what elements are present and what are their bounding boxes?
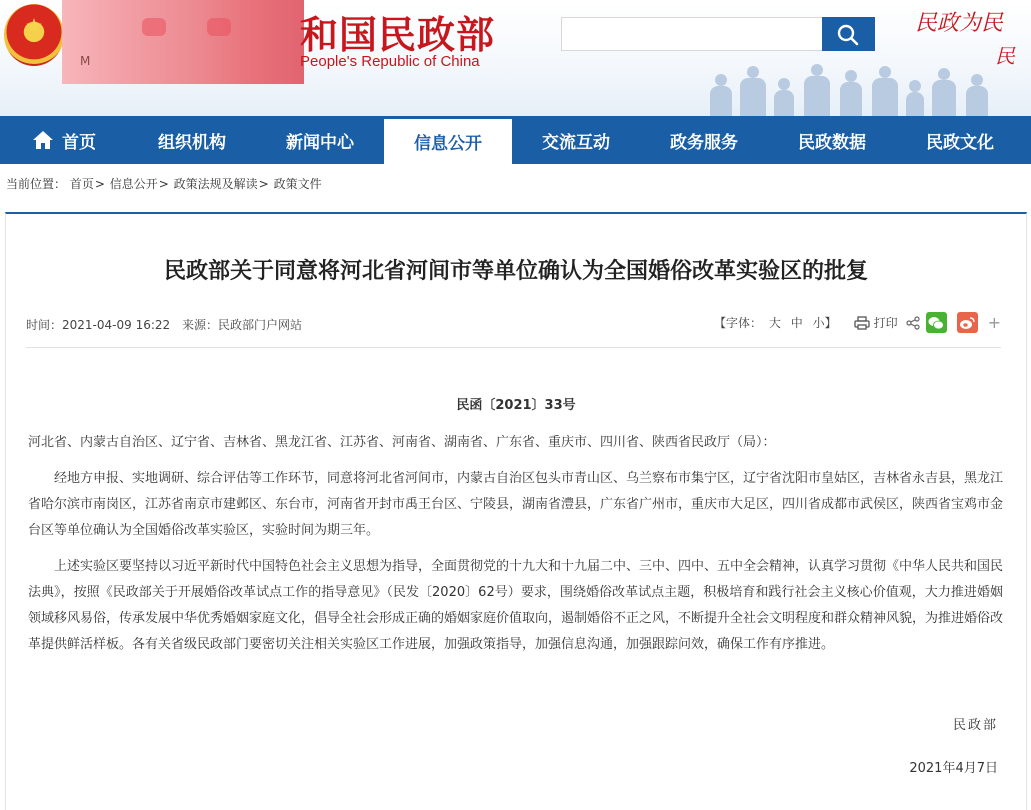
wechat-share-icon[interactable]	[926, 312, 947, 333]
breadcrumb-link-info[interactable]: 信息公开	[109, 177, 158, 191]
article-meta	[26, 313, 1001, 348]
paragraph-addressee: 河北省、内蒙古自治区、辽宁省、吉林省、黑龙江省、江苏省、河南省、湖南省、广东省、重庆市、四川省、陕西省民政厅（局）：	[28, 435, 776, 450]
nav-item-info-disclosure[interactable]	[384, 116, 512, 164]
breadcrumb-separator: >	[258, 177, 269, 191]
print-label: 打印	[873, 316, 898, 330]
source-label: 来源：	[181, 318, 218, 332]
share-icon[interactable]	[906, 316, 920, 330]
search-icon	[837, 24, 859, 46]
nav-item-label: 首页	[62, 132, 96, 153]
nav-item-home[interactable]	[0, 116, 128, 164]
nav-item-label: 新闻中心	[286, 132, 354, 153]
nav-item-organization[interactable]	[128, 116, 256, 164]
meta-info	[26, 316, 310, 333]
font-size-control	[714, 314, 840, 331]
national-emblem-icon	[4, 4, 64, 66]
search-input[interactable]	[561, 17, 823, 51]
weibo-share-icon[interactable]	[957, 312, 978, 333]
document-number: 民函〔2021〕33号	[456, 398, 576, 413]
slogan-text-2: 民	[995, 44, 1015, 68]
main-nav	[0, 116, 1031, 164]
slogan-text: 民政为民	[915, 11, 1004, 36]
blurred-region	[62, 0, 304, 84]
nav-item-label: 民政数据	[798, 132, 866, 153]
search-button[interactable]	[822, 17, 875, 51]
nav-item-news[interactable]	[256, 116, 384, 164]
breadcrumb	[6, 175, 322, 192]
publish-time: 2021-04-09 16:22	[62, 318, 171, 332]
signature: 民政部	[952, 718, 998, 733]
printer-icon	[854, 316, 870, 330]
nav-item-label: 信息公开	[414, 134, 482, 154]
article-container	[5, 212, 1027, 810]
font-label: 【字体：	[714, 316, 763, 330]
home-icon	[32, 130, 54, 150]
more-share-icon[interactable]: +	[987, 313, 1001, 332]
font-large-button[interactable]: 大	[768, 316, 781, 330]
breadcrumb-separator: >	[94, 177, 105, 191]
nav-item-data[interactable]	[768, 116, 896, 164]
article-tools	[714, 312, 1001, 333]
paragraph: 经地方申报、实地调研、综合评估等工作环节，同意将河北省河间市，内蒙古自治区包头市青山区、乌兰察布市集宁区，辽宁省沈阳市皇姑区，吉林省永吉县，黑龙江省哈尔滨市南岗区，江苏省南京市建邺区、东台市，河南省开封市禹王台区、宁陵县，湖南省澧县，广东省广州市，重庆市大足区，四川省成都市武侯区，陕西省宝鸡市金台区等单位确认为全国婚俗改革实验区，实验时间为期三年。	[28, 471, 1004, 538]
article-body	[28, 430, 1003, 668]
breadcrumb-separator: >	[158, 177, 169, 191]
site-header	[0, 0, 1031, 116]
signature-date: 2021年4月7日	[909, 761, 998, 776]
site-name-cn[interactable]: 和国民政部	[300, 12, 496, 57]
paragraph: 上述实验区要坚持以习近平新时代中国特色社会主义思想为指导，全面贯彻党的十九大和十九届二中、三中、四中、五中全会精神，认真学习贯彻《中华人民共和国民法典》，按照《民政部关于开展婚俗改革试点工作的指导意见》（民发〔2020〕62号）要求，围绕婚俗改革试点主题，积极培育和践行社会主义核心价值观，大力推进婚姻领域移风易俗，传承发展中华优秀婚姻家庭文化，倡导全社会形成正确的婚姻家庭价值取向，遏制婚俗不正之风，不断提升全社会文明程度和群众精神风貌，为推进婚俗改革提供鲜活样板。各有关省级民政部门要密切关注相关实验区工作进展，加强政策指导，加强信息沟通，加强跟踪问效，确保工作有序推进。	[28, 559, 1004, 652]
weibo-logo-icon	[959, 316, 975, 330]
nav-item-label: 民政文化	[926, 132, 994, 153]
article-title: 民政部关于同意将河北省河间市等单位确认为全国婚俗改革实验区的批复	[163, 259, 868, 284]
nav-item-services[interactable]	[640, 116, 768, 164]
people-silhouette-decoration	[700, 66, 1030, 116]
site-small-text: M	[80, 54, 91, 68]
time-label: 时间：	[26, 318, 63, 332]
breadcrumb-link-policy[interactable]: 政策法规及解读	[173, 177, 258, 191]
nav-item-culture[interactable]	[896, 116, 1024, 164]
breadcrumb-link-docs[interactable]: 政策文件	[273, 177, 322, 191]
breadcrumb-prefix: 当前位置：	[6, 177, 67, 191]
site-name-en[interactable]: People's Republic of China	[300, 53, 480, 70]
nav-item-interaction[interactable]	[512, 116, 640, 164]
source-value: 民政部门户网站	[218, 318, 303, 332]
nav-item-label: 组织机构	[158, 132, 226, 153]
nav-item-label: 交流互动	[542, 132, 610, 153]
wechat-logo-icon	[928, 316, 944, 330]
breadcrumb-link-home[interactable]: 首页	[69, 177, 94, 191]
font-medium-button[interactable]: 中	[790, 316, 803, 330]
font-small-button[interactable]: 小】	[812, 316, 837, 330]
nav-item-label: 政务服务	[670, 132, 738, 153]
print-button[interactable]	[854, 314, 898, 331]
